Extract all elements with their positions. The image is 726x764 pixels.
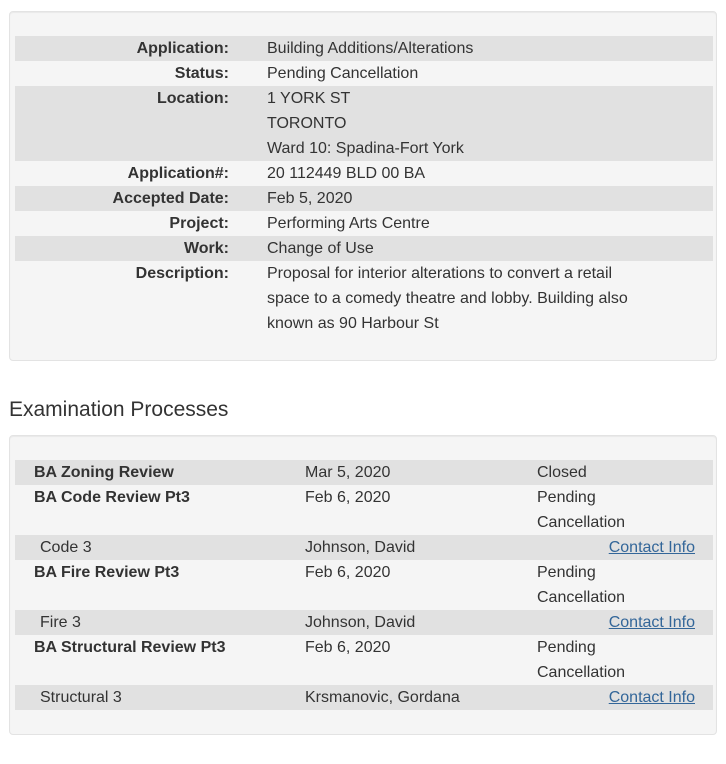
- status-line: Cancellation: [537, 664, 626, 681]
- application-details-panel: [9, 11, 717, 361]
- details-row-work: [15, 236, 713, 261]
- examiner-name: Johnson, David: [305, 539, 416, 556]
- exam-process-date: Feb 6, 2020: [305, 639, 391, 656]
- work-label: Work:: [183, 240, 229, 257]
- details-row-description: [15, 261, 713, 336]
- accepted-date-label: Accepted Date:: [112, 190, 229, 207]
- details-row-application: [15, 36, 713, 61]
- accepted-date-value: Feb 5, 2020: [267, 190, 353, 207]
- status-line: Cancellation: [537, 589, 626, 606]
- location-ward: Ward 10: Spadina-Fort York: [267, 140, 464, 157]
- exam-row-code: [15, 485, 713, 535]
- exam-row-fire-examiner: [15, 610, 713, 635]
- exam-process-date: Feb 6, 2020: [305, 564, 391, 581]
- status-line: Pending: [537, 564, 596, 581]
- application-value: Building Additions/Alterations: [267, 40, 474, 57]
- details-row-application-number: [15, 161, 713, 186]
- description-value: [267, 261, 687, 336]
- status-line: Pending: [537, 489, 596, 506]
- status-line: Pending: [537, 639, 596, 656]
- status-label: Status:: [174, 65, 229, 82]
- application-number-value: 20 112449 BLD 00 BA: [267, 165, 426, 182]
- contact-info-link[interactable]: Contact Info: [608, 539, 695, 556]
- status-line: Cancellation: [537, 514, 626, 531]
- examiner-role: Structural 3: [40, 689, 122, 706]
- description-line: space to a comedy theatre and lobby. Building also: [267, 290, 628, 307]
- details-row-project: [15, 211, 713, 236]
- application-label: Application:: [136, 40, 229, 57]
- examination-processes-table: [15, 460, 713, 710]
- contact-info-cell: [537, 610, 713, 635]
- description-line: Proposal for interior alterations to convert a retail: [267, 265, 613, 282]
- examiner-role: Fire 3: [40, 614, 81, 631]
- exam-row-structural-examiner: [15, 685, 713, 710]
- examination-processes-panel: [9, 435, 717, 735]
- exam-process-status: [537, 460, 657, 485]
- examiner-role: Code 3: [40, 539, 92, 556]
- exam-process-name: BA Zoning Review: [34, 464, 174, 481]
- contact-info-link[interactable]: Contact Info: [608, 614, 695, 631]
- exam-row-code-examiner: [15, 535, 713, 560]
- examiner-name: Krsmanovic, Gordana: [305, 689, 460, 706]
- exam-row-structural: [15, 635, 713, 685]
- exam-process-date: Mar 5, 2020: [305, 464, 391, 481]
- description-line: known as 90 Harbour St: [267, 315, 439, 332]
- location-label: Location:: [157, 90, 229, 107]
- exam-process-status: [537, 635, 657, 685]
- exam-process-status: [537, 560, 657, 610]
- exam-process-date: Feb 6, 2020: [305, 489, 391, 506]
- location-city: TORONTO: [267, 115, 347, 132]
- details-row-location: [15, 86, 713, 161]
- work-value: Change of Use: [267, 240, 374, 257]
- exam-row-fire: [15, 560, 713, 610]
- location-value: [267, 86, 687, 161]
- details-row-status: [15, 61, 713, 86]
- project-value: Performing Arts Centre: [267, 215, 430, 232]
- description-label: Description:: [135, 265, 229, 282]
- project-label: Project:: [169, 215, 229, 232]
- exam-row-zoning: [15, 460, 713, 485]
- contact-info-cell: [537, 685, 713, 710]
- status-value: Pending Cancellation: [267, 65, 419, 82]
- application-details-table: [15, 36, 713, 336]
- application-number-label: Application#:: [127, 165, 229, 182]
- contact-info-cell: [537, 535, 713, 560]
- status-line: Closed: [537, 464, 587, 481]
- contact-info-link[interactable]: Contact Info: [608, 689, 695, 706]
- exam-process-name: BA Structural Review Pt3: [34, 639, 226, 656]
- examiner-name: Johnson, David: [305, 614, 416, 631]
- location-street: 1 YORK ST: [267, 90, 351, 107]
- exam-process-name: BA Code Review Pt3: [34, 489, 190, 506]
- exam-process-name: BA Fire Review Pt3: [34, 564, 180, 581]
- examination-processes-heading: Examination Processes: [9, 398, 229, 421]
- exam-process-status: [537, 485, 657, 535]
- details-row-accepted-date: [15, 186, 713, 211]
